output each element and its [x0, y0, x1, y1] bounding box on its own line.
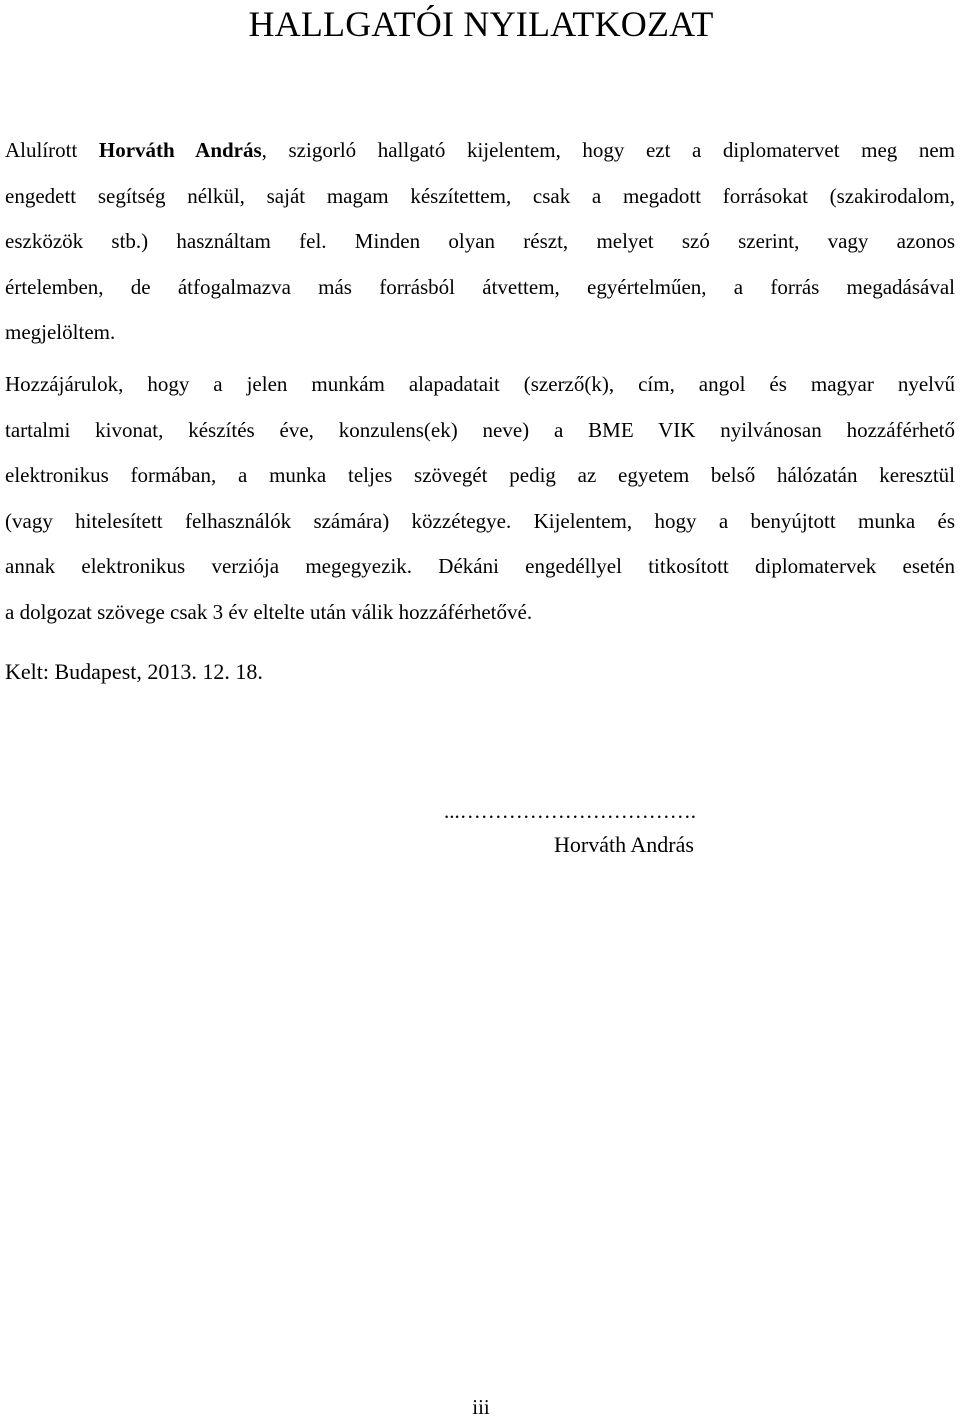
line-prefix: Alulírott: [5, 138, 99, 162]
paragraph-line: annak elektronikus verziója megegyezik. Dékáni engedéllyel titkosított diplomatervek esetén: [5, 554, 955, 578]
declaration-paragraph: [5, 128, 955, 356]
paragraph-line: megjelöltem.: [5, 320, 116, 344]
paragraph-line: engedett segítség nélkül, saját magam készítettem, csak a megadott forrásokat (szakirodalom,: [5, 183, 955, 208]
page-number: iii: [472, 1395, 490, 1419]
page-title: HALLGATÓI NYILATKOZAT: [248, 4, 714, 44]
line-suffix: , szigorló hallgató kijelentem, hogy ezt a diplomatervet meg nem: [261, 138, 955, 162]
paragraph-line: tartalmi kivonat, készítés éve, konzulens(ek) neve) a BME VIK nyilvánosan hozzáférhető: [5, 417, 955, 442]
paragraph-line: elektronikus formában, a munka teljes szövegét pedig az egyetem belső hálózatán keresztül: [5, 463, 955, 487]
paragraph-line: [5, 128, 955, 174]
paragraph-line: (vagy hitelesített felhasználók számára) közzétegye. Kijelentem, hogy a benyújtott munka és: [5, 508, 955, 533]
date-line: Kelt: Budapest, 2013. 12. 18.: [5, 659, 263, 684]
paragraph-line: Hozzájárulok, hogy a jelen munkám alapadatait (szerző(k), cím, angol és magyar nyelvű: [5, 372, 955, 396]
paragraph-line: értelemben, de átfogalmazva más forrásból átvettem, egyértelműen, a forrás megadásával: [5, 274, 955, 299]
consent-paragraph: [5, 362, 955, 635]
paragraph-line: eszközök stb.) használtam fel. Minden olyan részt, melyet szó szerint, vagy azonos: [5, 229, 955, 253]
author-name-bold: Horváth András: [98, 138, 262, 162]
signature-line: ...…………………………….: [444, 799, 696, 823]
paragraph-line: a dolgozat szövege csak 3 év eltelte után válik hozzáférhetővé.: [5, 599, 533, 624]
signature-name: Horváth András: [554, 832, 694, 857]
